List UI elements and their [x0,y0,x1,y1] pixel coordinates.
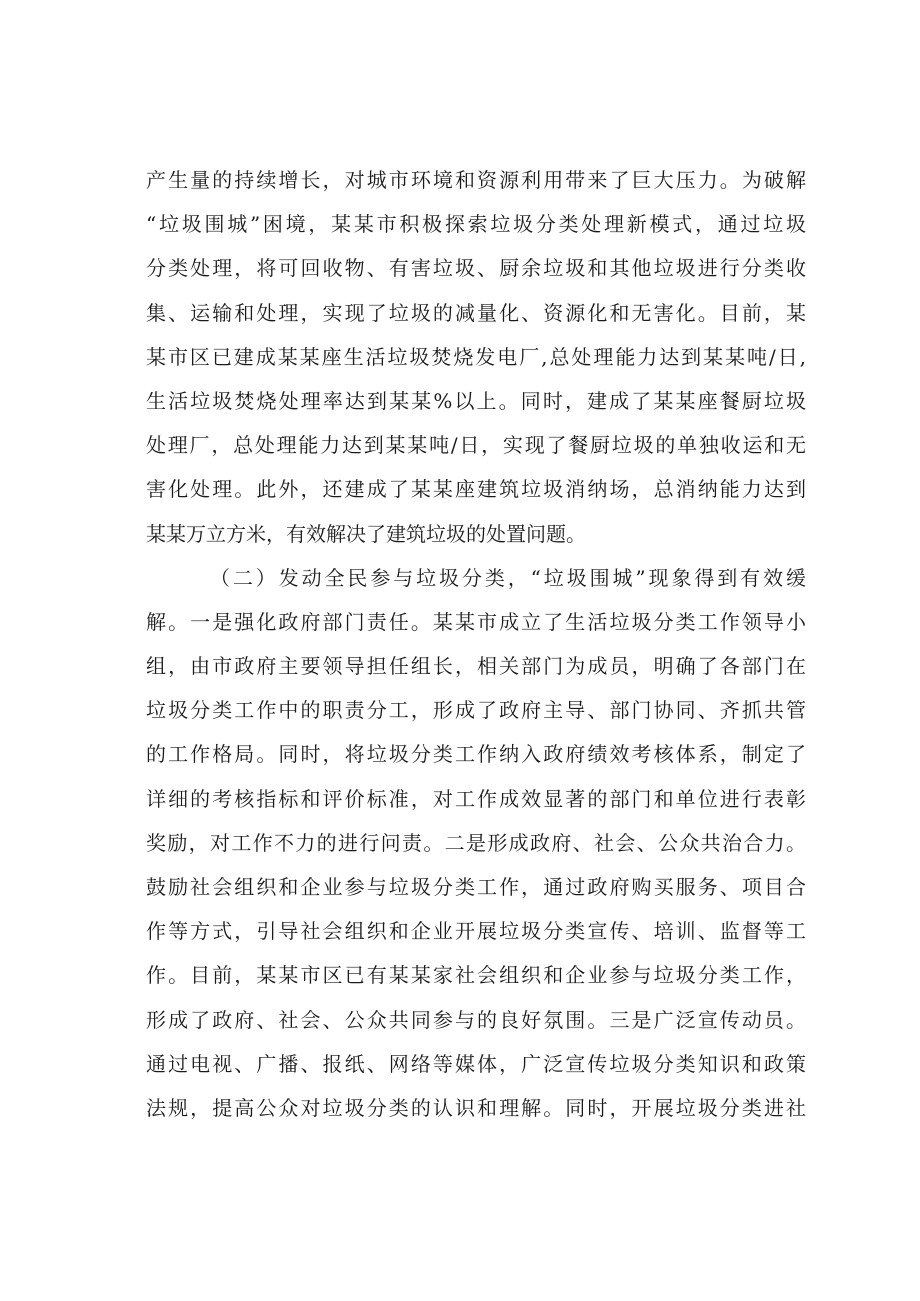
text-line: 鼓励社会组织和企业参与垃圾分类工作，通过政府购买服务、项目合 [146,875,806,899]
text-line: 的工作格局。同时，将垃圾分类工作纳入政府绩效考核体系，制定了 [146,742,806,767]
text-line: 害化处理。此外，还建成了某某座建筑垃圾消纳场，总消纳能力达到 [146,477,806,502]
text-line: 奖励，对工作不力的进行问责。二是形成政府、社会、公众共治合力。 [146,830,806,855]
text-line: 法规，提高公众对垃圾分类的认识和理解。同时，开展垃圾分类进社 [146,1095,806,1120]
text-line: 通过电视、广播、报纸、网络等媒体，广泛宣传垃圾分类知识和政策 [146,1051,806,1076]
body-text [146,158,806,1130]
text-line: 某市区已建成某某座生活垃圾焚烧发电厂,总处理能力达到某某吨/日, [146,344,806,369]
text-line: 垃圾分类工作中的职责分工，形成了政府主导、部门协同、齐抓共管 [146,698,806,723]
text-line: 集、运输和处理，实现了垃圾的减量化、资源化和无害化。目前，某 [146,300,806,325]
text-line: 形成了政府、社会、公众共同参与的良好氛围。三是广泛宣传动员。 [146,1007,806,1032]
text-line: 详细的考核指标和评价标准，对工作成效显著的部门和单位进行表彰 [146,786,806,811]
text-line: 作等方式，引导社会组织和企业开展垃圾分类宣传、培训、监督等工 [146,919,806,944]
text-line: 处理厂，总处理能力达到某某吨/日，实现了餐厨垃圾的单独收运和无 [146,433,806,458]
text-line: 生活垃圾焚烧处理率达到某某%以上。同时，建成了某某座餐厨垃圾 [146,388,806,413]
text-line: 产生量的持续增长，对城市环境和资源利用带来了巨大压力。为破解 [146,168,806,192]
section-heading-line: （二）发动全民参与垃圾分类，“垃圾围城”现象得到有效缓 [210,565,806,590]
text-line: 分类处理，将可回收物、有害垃圾、厨余垃圾和其他垃圾进行分类收 [146,256,806,281]
text-line: 作。目前，某某市区已有某某家社会组织和企业参与垃圾分类工作， [146,963,806,988]
text-line: 解。一是强化政府部门责任。某某市成立了生活垃圾分类工作领导小 [146,609,806,634]
text-line: 某某万立方米，有效解决了建筑垃圾的处置问题。 [146,521,586,546]
text-line: 组，由市政府主要领导担任组长，相关部门为成员，明确了各部门在 [146,654,806,679]
text-line: “垃圾围城”困境，某某市积极探索垃圾分类处理新模式，通过垃圾 [146,212,806,237]
